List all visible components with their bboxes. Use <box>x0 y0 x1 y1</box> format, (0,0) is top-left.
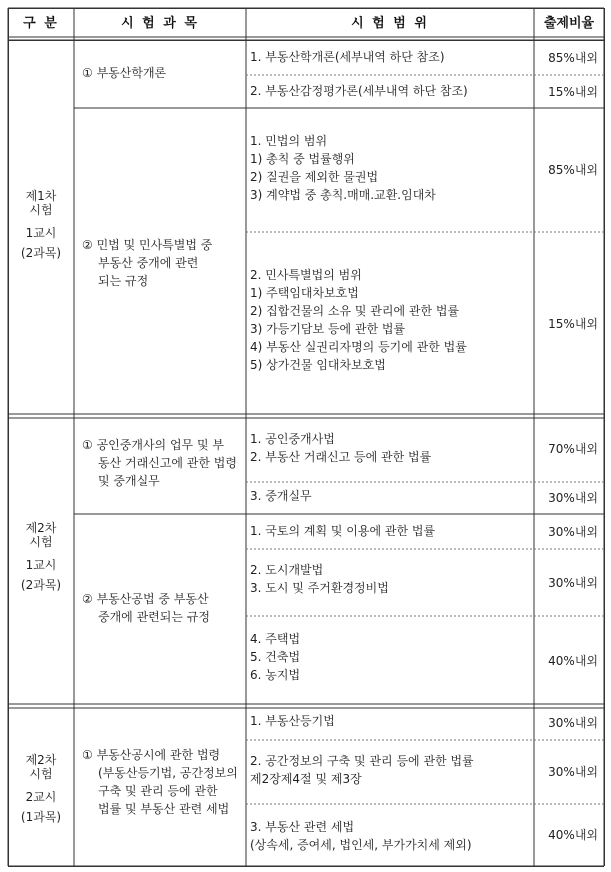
header-ratio: 출제비율 <box>543 16 595 31</box>
section-period: 2교시 <box>25 790 57 804</box>
scope-item-line: 2) 집합건물의 소유 및 관리에 관한 법률 <box>250 304 460 318</box>
scope-item-line: 5) 상가건물 임대차보호법 <box>250 358 386 372</box>
section-exam-suffix: 시험 <box>29 767 53 781</box>
ratio-value: 40%내외 <box>548 828 598 842</box>
scope-item-line: 2. 민사특별법의 범위 <box>250 268 362 282</box>
scope-item-line: 3) 가등기담보 등에 관한 법률 <box>250 322 406 336</box>
scope-item-line: 2. 부동산 거래신고 등에 관한 법률 <box>250 450 432 464</box>
scope-item-line: 1. 민법의 범위 <box>250 134 328 148</box>
scope-item-line: 2. 도시개발법 <box>250 563 324 577</box>
ratio-value: 30%내외 <box>548 491 598 505</box>
subject-name-line: ① 공인중개사의 업무 및 부 <box>82 438 224 452</box>
section-subject-count: (1과목) <box>20 810 62 824</box>
scope-item-line: (상속세, 증여세, 법인세, 부가가치세 제외) <box>250 838 472 852</box>
ratio-value: 30%내외 <box>548 525 598 539</box>
scope-item-line: 2. 부동산감정평가론(세부내역 하단 참조) <box>250 84 468 98</box>
subject-name-line: 되는 규정 <box>98 274 149 288</box>
subject-name-line: 중개에 관련되는 규정 <box>98 610 210 624</box>
scope-item-line: 2) 질권을 제외한 물권법 <box>250 170 379 184</box>
scope-item-line: 3) 계약법 중 총칙.매매.교환.임대차 <box>250 188 436 202</box>
section-exam: 제2차 <box>25 753 57 767</box>
subject-name-line: 및 중개실무 <box>98 474 160 488</box>
scope-item-line: 1) 주택임대차보호법 <box>250 286 359 300</box>
header-subject: 시 험 과 목 <box>121 16 199 31</box>
section-exam: 제1차 <box>25 189 57 203</box>
scope-item-line: 1. 공인중개사법 <box>250 432 335 446</box>
ratio-value: 30%내외 <box>548 716 598 730</box>
scope-item-line: 5. 건축법 <box>250 650 301 664</box>
ratio-value: 40%내외 <box>548 654 598 668</box>
subject-name-line: 법률 및 부동산 관련 세법 <box>98 802 230 816</box>
scope-item-line: 2. 공간정보의 구축 및 관리 등에 관한 법률 <box>250 754 474 768</box>
section-period: 1교시 <box>25 558 57 572</box>
ratio-value: 30%내외 <box>548 576 598 590</box>
scope-item-line: 1. 국토의 계획 및 이용에 관한 법률 <box>250 524 436 538</box>
ratio-value: 85%내외 <box>548 163 598 177</box>
ratio-value: 30%내외 <box>548 765 598 779</box>
ratio-value: 85%내외 <box>548 51 598 65</box>
subject-name-line: (부동산등기법, 공간정보의 <box>98 766 238 780</box>
ratio-value: 15%내외 <box>548 85 598 99</box>
ratio-value: 15%내외 <box>548 317 598 331</box>
section-subject-count: (2과목) <box>20 578 62 592</box>
header-scope: 시 험 범 위 <box>351 16 429 31</box>
subject-name-line: 동산 거래신고에 관한 법령 <box>98 456 237 470</box>
scope-item-line: 3. 도시 및 주거환경정비법 <box>250 581 389 595</box>
ratio-value: 70%내외 <box>548 442 598 456</box>
header-category: 구 분 <box>23 16 59 31</box>
section-exam-suffix: 시험 <box>29 535 53 549</box>
scope-item-line: 1. 부동산학개론(세부내역 하단 참조) <box>250 50 445 64</box>
subject-name-line: ② 부동산공법 중 부동산 <box>82 592 209 606</box>
subject-name-line: ① 부동산학개론 <box>82 66 167 80</box>
section-exam-suffix: 시험 <box>29 203 53 217</box>
section-period: 1교시 <box>25 226 57 240</box>
section-exam: 제2차 <box>25 521 57 535</box>
section-subject-count: (2과목) <box>20 246 62 260</box>
scope-item-line: 3. 중개실무 <box>250 489 312 503</box>
scope-item-line: 4) 부동산 실권리자명의 등기에 관한 법률 <box>250 340 467 354</box>
subject-name-line: ① 부동산공시에 관한 법령 <box>82 748 221 762</box>
subject-name-line: ② 민법 및 민사특별법 중 <box>82 238 213 252</box>
scope-item-line: 1) 총칙 중 법률행위 <box>250 152 355 166</box>
scope-item-line: 6. 농지법 <box>250 668 301 682</box>
scope-item-line: 3. 부동산 관련 세법 <box>250 820 355 834</box>
scope-item-line: 4. 주택법 <box>250 632 301 646</box>
subject-name-line: 구축 및 관리 등에 관한 <box>98 784 218 798</box>
subject-name-line: 부동산 중개에 관련 <box>98 256 199 270</box>
scope-item-line: 제2장제4절 및 제3장 <box>250 772 362 786</box>
scope-item-line: 1. 부동산등기법 <box>250 714 335 728</box>
